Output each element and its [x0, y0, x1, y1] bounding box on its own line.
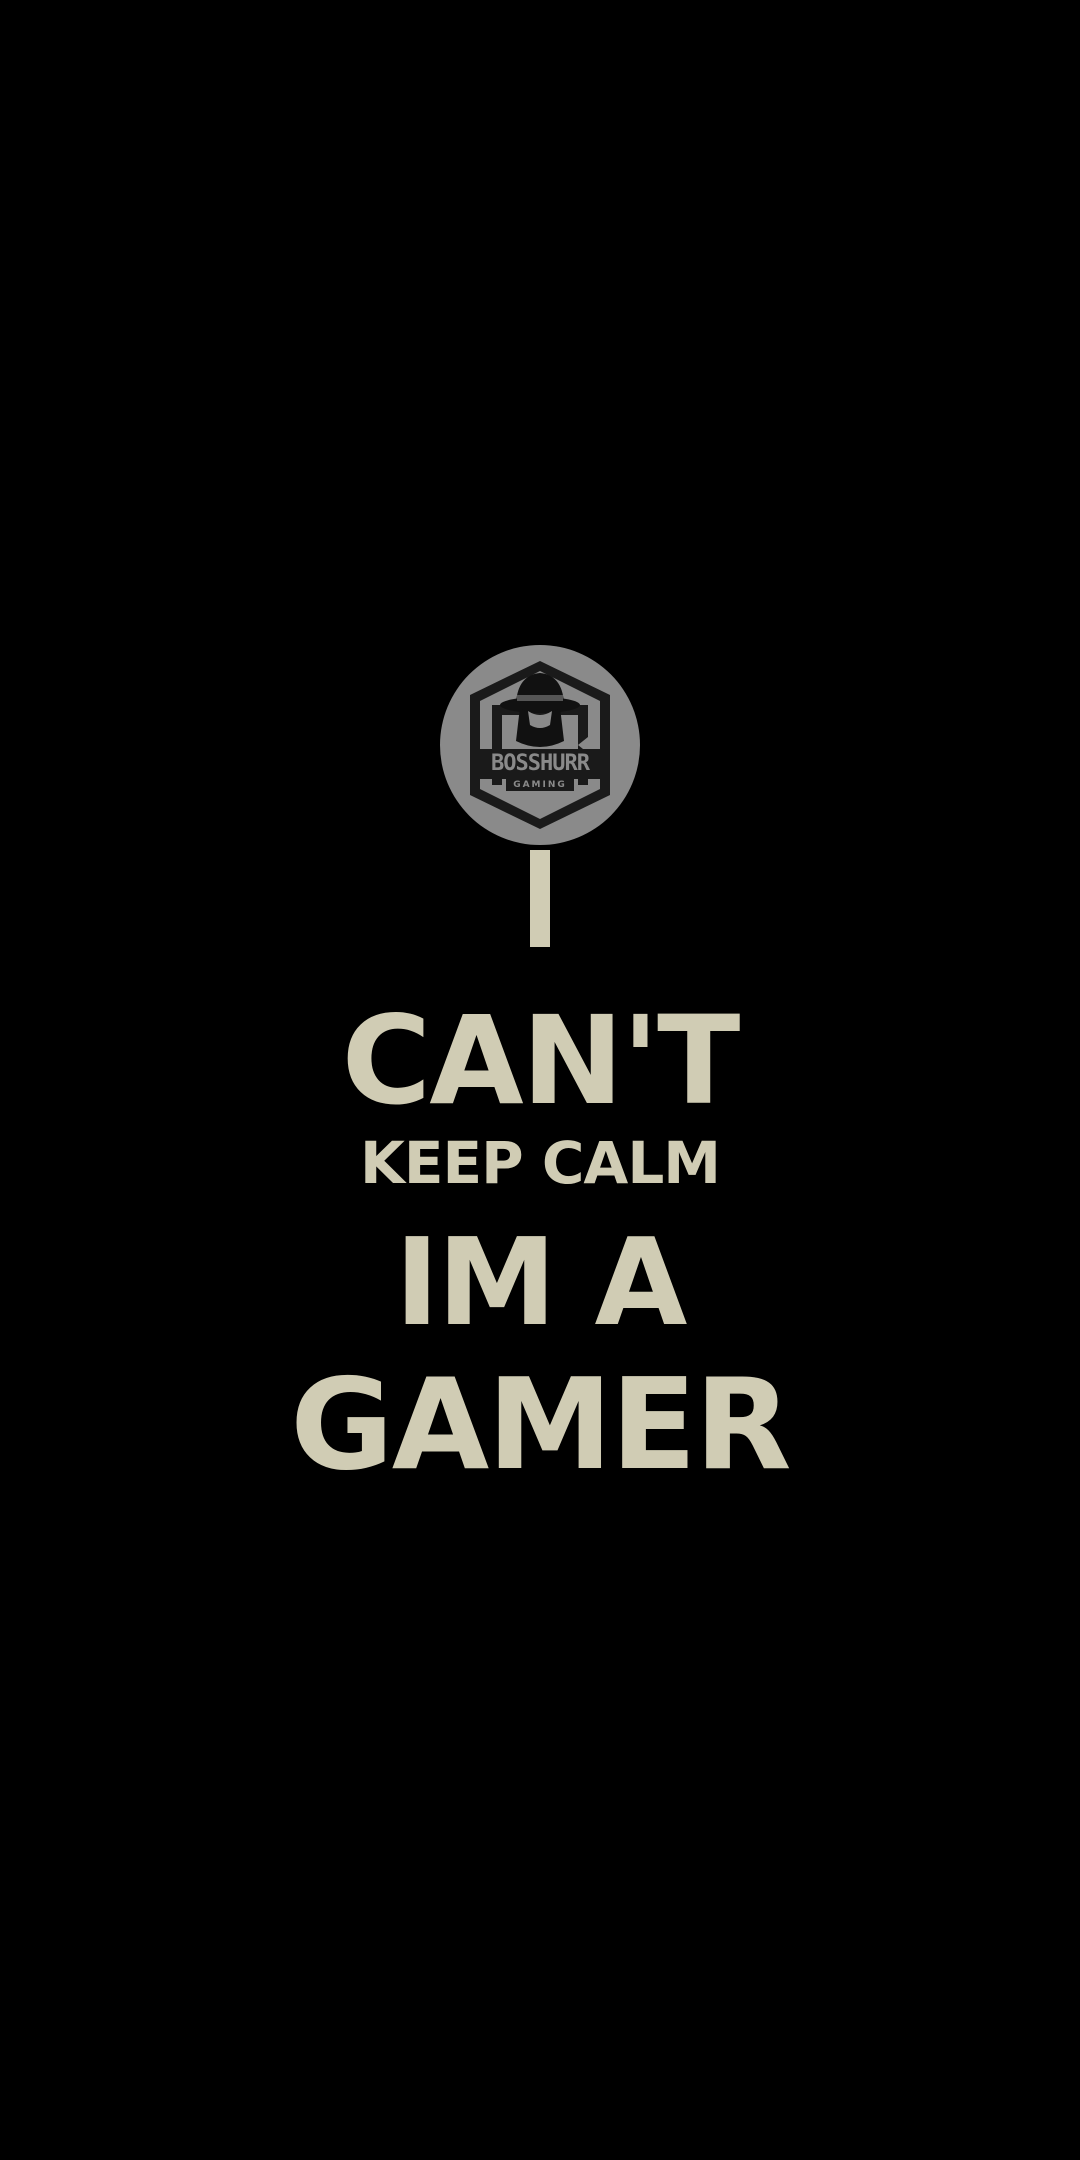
poster-line-im-a: IM A: [394, 1214, 686, 1353]
poster-line-cant: CAN'T: [341, 990, 739, 1132]
poster-line-keep-calm: KEEP CALM: [359, 1129, 720, 1197]
logo-brand-text: BOSSHURR: [491, 751, 589, 776]
poster-line-i-text: [550, 850, 551, 851]
letter-i-bar: [530, 850, 550, 947]
logo-badge-icon: [440, 645, 640, 845]
poster-line-i: [0, 850, 1080, 965]
bosshurr-gaming-logo: [440, 645, 640, 845]
logo-sub-text: GAMING: [513, 780, 567, 790]
poster-line-gamer: GAMER: [290, 1351, 790, 1498]
